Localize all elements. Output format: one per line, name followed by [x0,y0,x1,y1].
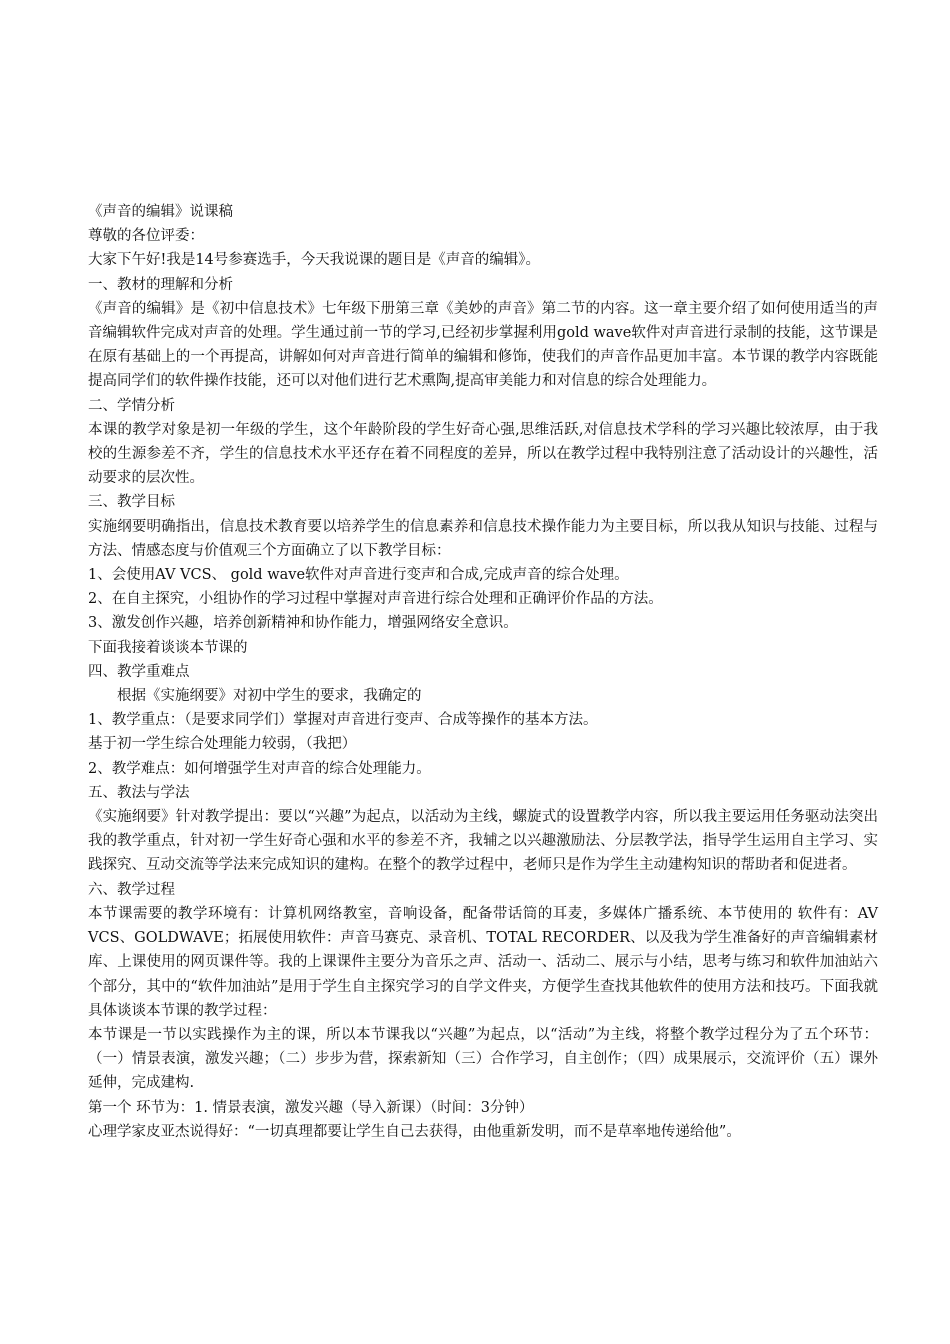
paragraph-key-points-intro: 根据《实施纲要》对初中学生的要求，我确定的 [117,688,422,705]
paragraph-teaching-stages: 本节课是一节以实践操作为主的课，所以本节课我以“兴趣”为起点，以“活动”为主线，将整个教学过程分为了五个环节：（一）情景表演，激发兴趣；（二）步步为营，探索新知（三）合作学习，自主创作；（四）成果展示，交流评价（五）课外延伸，完成建构. [88,1026,878,1092]
section-heading-2: 二、学情分析 [88,397,175,414]
transition-line: 下面我接着谈谈本节课的 [88,639,248,656]
paragraph-teaching-methods: 《实施纲要》针对教学提出：要以“兴趣”为起点，以活动为主线，螺旋式的设置教学内容，所以我主要运用任务驱动法突出我的教学重点，针对初一学生好奇心强和水平的参差不齐，我辅之以兴趣激励法、分层教学法，指导学生运用自主学习、实践探究、互动交流等学法来完成知识的建构。在整个的教学过程中，老师只是作为学生主动建构知识的帮助者和促进者。 [88,809,878,874]
section-heading-6: 六、教学过程 [88,881,175,898]
paragraph-student-analysis: 本课的教学对象是初一年级的学生，这个年龄阶段的学生好奇心强,思维活跃,对信息技术学科的学习兴趣比较浓厚，由于我校的生源参差不齐，学生的信息技术水平还存在着不同程度的差异，所以在教学过程中我特别注意了活动设计的兴趣性，活动要求的层次性。 [88,421,878,487]
paragraph-teaching-environment: 本节课需要的教学环境有：计算机网络教室，音响设备，配备带话筒的耳麦，多媒体广播系统、本节使用的 软件有：AV VCS、GOLDWAVE；拓展使用软件：声音马赛克、录音机、TOTAL RECORDER、以及我为学生准备好的声音编辑素材库、上课使用的网页课件等。我的上课课件主要分为音乐之声、活动一、活动二、展示与小结，思考与练习和软件加油站六个部分，其中的“软件加油站”是用于学生自主探究学习的自学文件夹，方便学生查找其他软件的使用方法和技巧。下面我就具体谈谈本节课的教学过程： [88,905,878,1019]
stage-one-heading: 第一个 环节为：1. 情景表演，激发兴趣（导入新课）（时间：3分钟） [88,1099,534,1116]
goal-item-3: 3、激发创作兴趣，培养创新精神和协作能力，增强网络安全意识。 [88,615,518,632]
paragraph-teaching-goals: 实施纲要明确指出，信息技术教育要以培养学生的信息素养和信息技术操作能力为主要目标，所以我从知识与技能、过程与方法、情感态度与价值观三个方面确立了以下教学目标： [88,518,878,559]
difficulty-intro: 基于初一学生综合处理能力较弱，（我把） [88,736,357,753]
goal-item-2: 2、在自主探究，小组协作的学习过程中掌握对声音进行综合处理和正确评价作品的方法。 [88,591,663,608]
piaget-quote: 心理学家皮亚杰说得好：“一切真理都要让学生自己去获得，由他重新发明，而不是草率地传递给他”。 [88,1123,741,1140]
section-heading-4: 四、教学重难点 [88,663,190,680]
goal-item-1: 1、会使用AV VCS、 gold wave软件对声音进行变声和合成,完成声音的综合处理。 [88,567,629,584]
section-heading-3: 三、教学目标 [88,494,175,511]
key-point-item: 1、教学重点：（是要求同学们）掌握对声音进行变声、合成等操作的基本方法。 [88,712,598,729]
greeting-paragraph: 大家下午好!我是14号参赛选手，今天我说课的题目是《声音的编辑》。 [88,252,541,269]
section-heading-1: 一、教材的理解和分析 [88,276,233,293]
document-title: 《声音的编辑》说课稿 [88,204,233,220]
paragraph-textbook-analysis: 《声音的编辑》是《初中信息技术》七年级下册第三章《美妙的声音》第二节的内容。这一章主要介绍了如何使用适当的声音编辑软件完成对声音的处理。学生通过前一节的学习,已经初步掌握利用gold wave软件对声音进行录制的技能，这节课是在原有基础上的一个再提高，讲解如何对声音进行简单的编辑和修饰，使我们的声音作品更加丰富。本节课的教学内容既能提高同学们的软件操作技能，还可以对他们进行艺术熏陶,提高审美能力和对信息的综合处理能力。 [88,300,878,390]
document-page [88,200,878,1144]
difficulty-item: 2、教学难点：如何增强学生对声音的综合处理能力。 [88,760,431,777]
salutation: 尊敬的各位评委： [88,228,204,245]
section-heading-5: 五、教法与学法 [88,784,190,801]
